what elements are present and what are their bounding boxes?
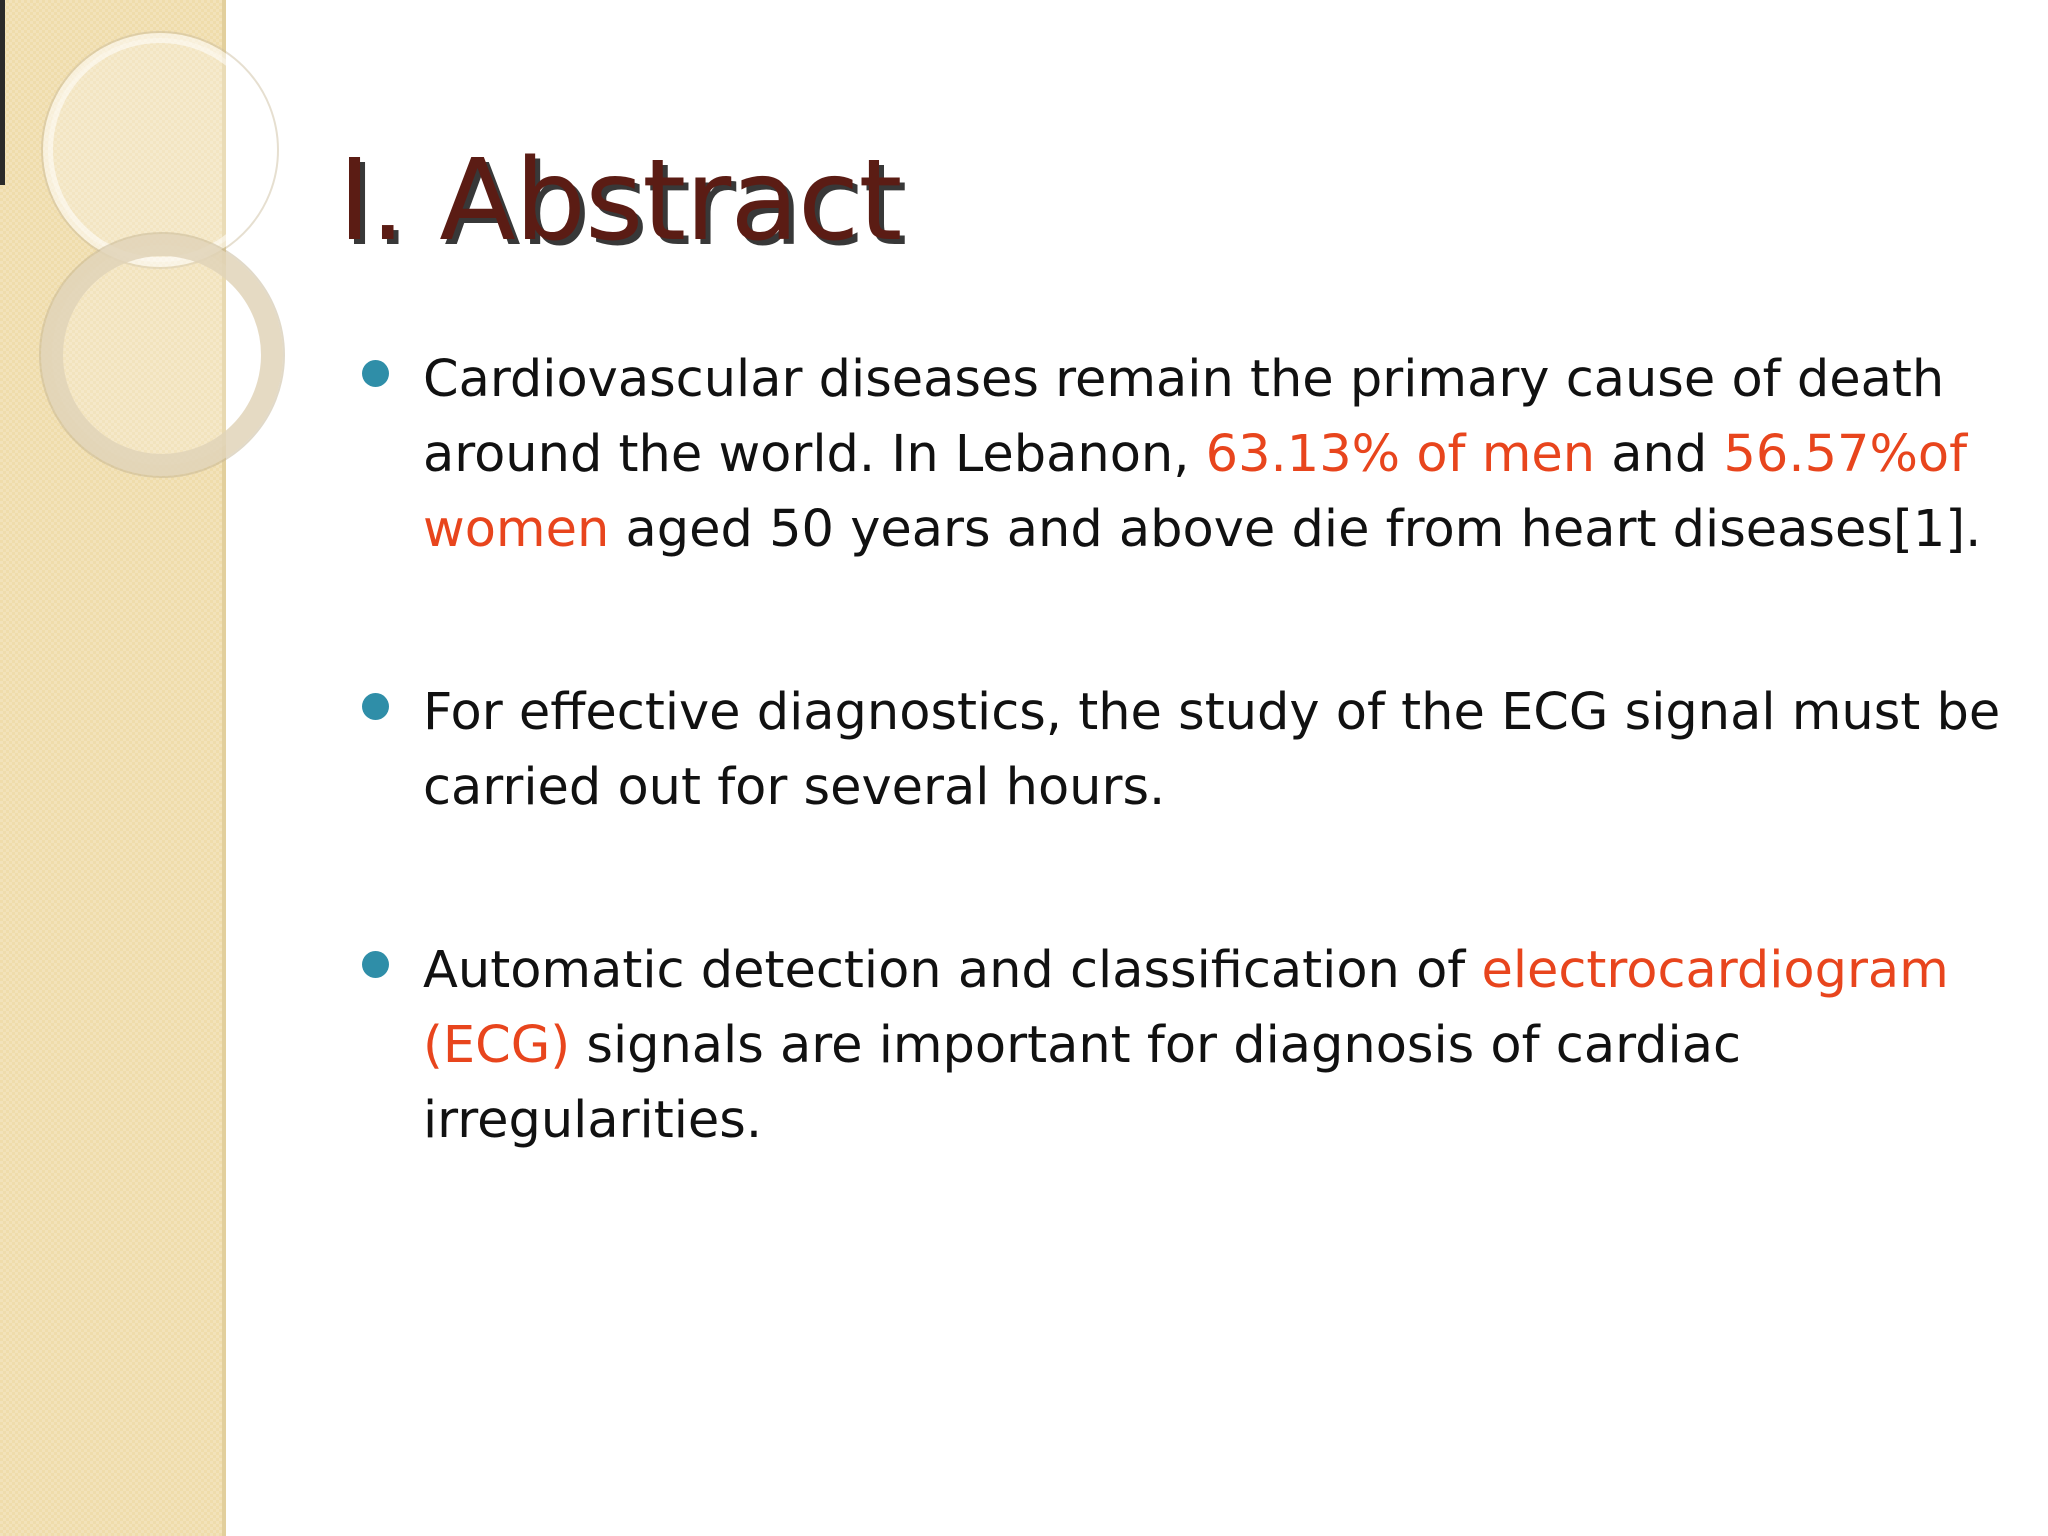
bullet-dot-icon: [362, 360, 389, 387]
bullet-list: [355, 342, 2025, 1266]
bullet-text: For effective diagnostics, the study of the ECG signal must be carried out for several hours.: [423, 683, 2001, 817]
text-segment: Automatic detection and classification of: [423, 941, 1482, 1000]
text-segment: aged 50 years and above die from heart diseases[1].: [609, 500, 1982, 559]
deco-ring-small: [52, 245, 272, 465]
bullet-item-diagnostics: [355, 675, 2025, 825]
bullet-text: [423, 350, 1981, 559]
text-segment: and: [1595, 425, 1724, 484]
deco-ring-large: [48, 38, 272, 262]
highlight-men-statistic: 63.13% of men: [1205, 425, 1596, 484]
bullet-dot-icon: [362, 951, 389, 978]
text-segment: Cardiovascular diseases remain the primary cause of death around the world. In Lebanon,: [423, 350, 1945, 484]
highlight-ecg-term: electrocardiogram (ECG): [423, 941, 1949, 1075]
bullet-item-cardiovascular: [355, 342, 2025, 567]
slide-title: I. Abstract: [338, 136, 902, 266]
highlight-women-statistic: 56.57%of women: [423, 425, 1968, 559]
decorative-rings-icon: [0, 0, 340, 520]
bullet-item-ecg-classification: [355, 933, 2025, 1158]
bullet-text: [423, 941, 1949, 1150]
bullet-dot-icon: [362, 693, 389, 720]
text-segment: signals are important for diagnosis of cardiac irregularities.: [423, 1016, 1741, 1150]
